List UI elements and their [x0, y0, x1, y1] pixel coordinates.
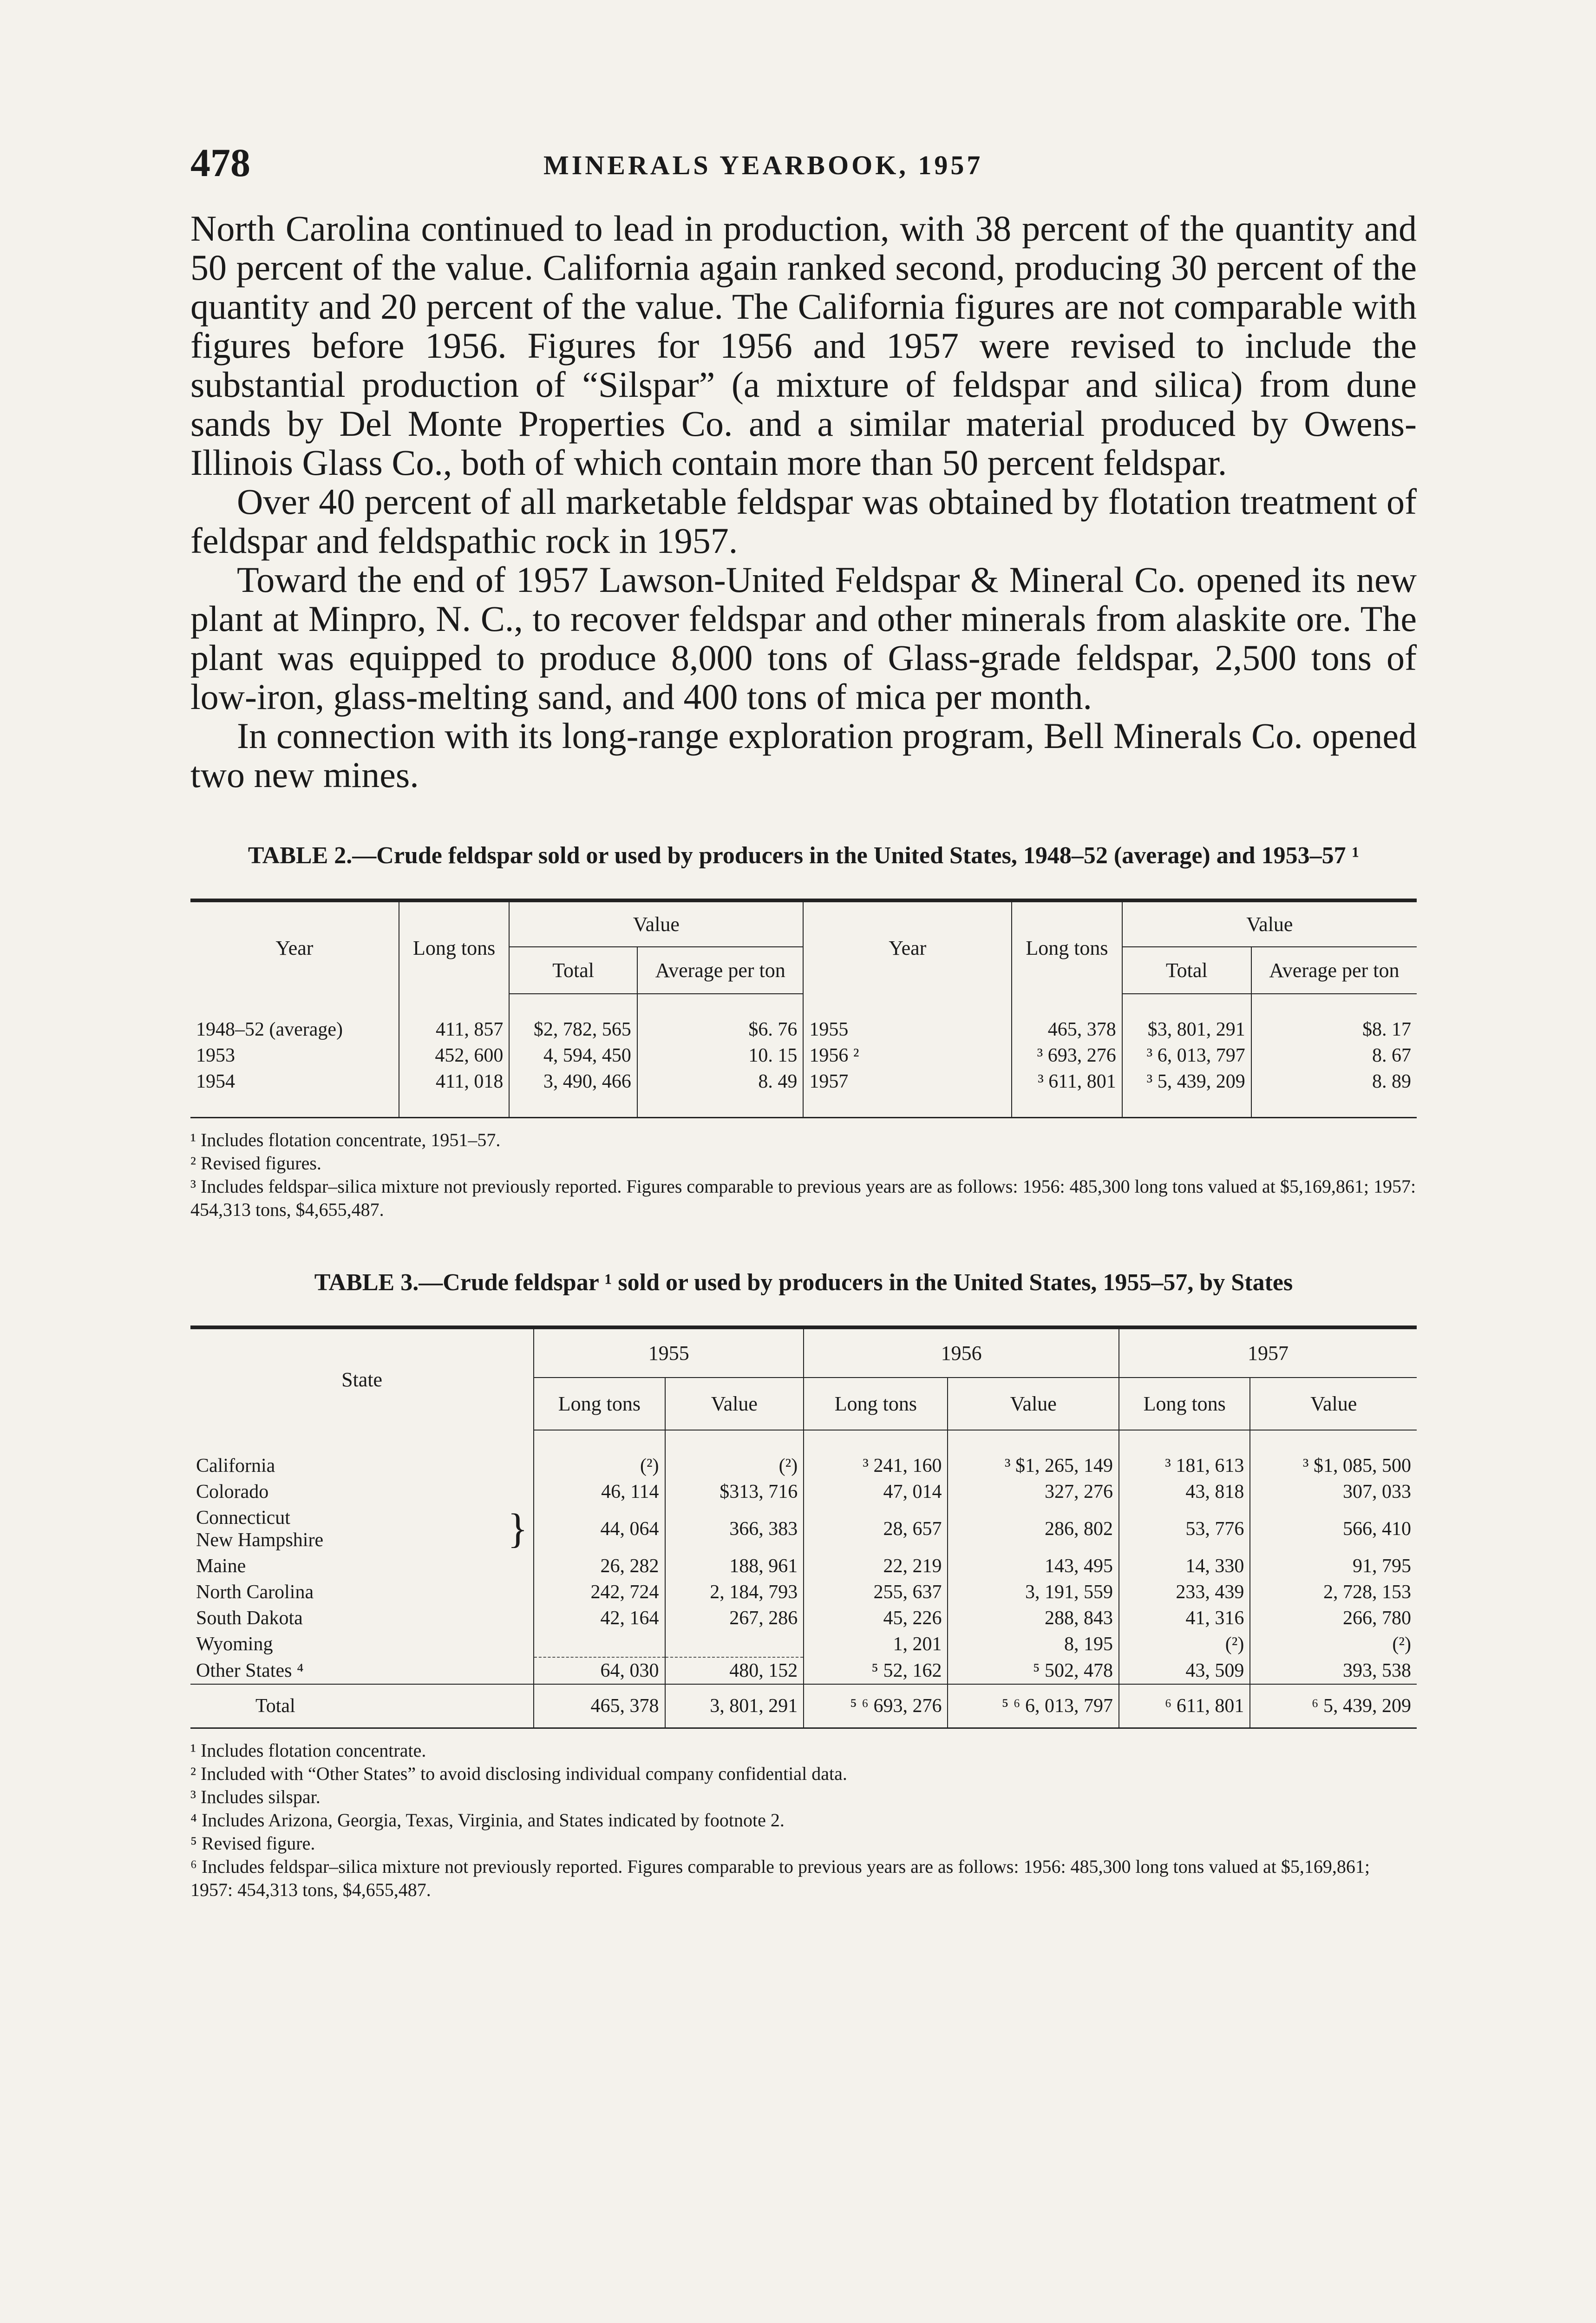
table-row [190, 1453, 1417, 1479]
col-value: Value [1122, 900, 1417, 947]
col-1955: 1955 [534, 1327, 804, 1378]
cell-tons-1955 [534, 1631, 665, 1657]
cell-value-1955: 480, 152 [665, 1657, 804, 1684]
cell-year: 1953 [190, 1043, 399, 1069]
cell-value-1956: 327, 276 [948, 1479, 1119, 1505]
cell-tons-1956: ⁵ 52, 162 [804, 1657, 948, 1684]
cell-value-1956: 143, 495 [948, 1553, 1119, 1579]
cell-avg: 8. 67 [1372, 1045, 1411, 1066]
cell-state: California [190, 1453, 534, 1479]
table-row [190, 1479, 1417, 1505]
table3-title [190, 1268, 1417, 1298]
cell-year: 1955 [803, 1017, 1012, 1043]
col-year: Year [803, 900, 1012, 994]
cell-avg: 8. 89 [1372, 1071, 1411, 1092]
cell-avg: 10. 15 [637, 1043, 803, 1069]
footnote: ⁶ Includes feldspar–silica mixture not previously reported. Figures comparable to previous years are as follows: 1956: 485,300 long tons valued at $5,169,861; 1957: 454,313 tons, $4,655,487. [190, 1856, 1370, 1900]
cell-tons: 411, 018 [399, 1069, 510, 1095]
footnote: ⁵ Revised figure. [190, 1833, 315, 1854]
cell-tons: ³ 693, 276 [1012, 1043, 1122, 1069]
cell-value-1957: 266, 780 [1343, 1608, 1411, 1629]
table-row [190, 1605, 1417, 1631]
cell-state: North Carolina [190, 1579, 534, 1605]
cell-value-1957: ³ $1, 085, 500 [1302, 1455, 1411, 1476]
table-row [190, 1553, 1417, 1579]
col-long-tons: Long tons [1119, 1378, 1250, 1430]
running-head: MINERALS YEARBOOK, 1957 [543, 150, 983, 180]
cell-state [190, 1505, 534, 1553]
cell-tons-1957: 41, 316 [1119, 1605, 1250, 1631]
cell-tons-1956: 28, 657 [804, 1505, 948, 1553]
col-average: Average per ton [637, 947, 803, 994]
col-value: Value [665, 1378, 804, 1430]
cell-tons-1955: 42, 164 [534, 1605, 665, 1631]
cell-tons-1955: 465, 378 [534, 1684, 665, 1728]
cell-value-1957: 566, 410 [1343, 1518, 1411, 1540]
cell-tons: 452, 600 [399, 1043, 510, 1069]
col-total: Total [1122, 947, 1251, 994]
cell-value-1957: 91, 795 [1353, 1555, 1411, 1577]
cell-tons-1957: 233, 439 [1119, 1579, 1250, 1605]
cell-value-1956: 3, 191, 559 [948, 1579, 1119, 1605]
paragraph: Over 40 percent of all marketable feldspar was obtained by flotation treatment of feldspar and feldspathic rock in 1957. [190, 481, 1417, 561]
footnote: ³ Includes silspar. [190, 1786, 321, 1807]
spacer-row [190, 1095, 1417, 1118]
total-row [190, 1684, 1417, 1728]
cell-tons: 411, 857 [399, 1017, 510, 1043]
footnote: ¹ Includes flotation concentrate, 1951–57. [190, 1129, 501, 1150]
paragraph: In connection with its long-range exploration program, Bell Minerals Co. opened two new mines. [190, 715, 1417, 795]
cell-tons-1955: 26, 282 [534, 1553, 665, 1579]
col-total: Total [509, 947, 637, 994]
cell-tons-1955: 64, 030 [534, 1657, 665, 1684]
cell-value-1955: $313, 716 [665, 1479, 804, 1505]
state-new-hampshire: New Hampshire [196, 1529, 324, 1551]
col-average: Average per ton [1251, 947, 1417, 994]
cell-tons-1957: 14, 330 [1119, 1553, 1250, 1579]
table3 [190, 1326, 1417, 1729]
cell-value-1955: 188, 961 [665, 1553, 804, 1579]
col-1957: 1957 [1119, 1327, 1417, 1378]
cell-value-1955 [665, 1631, 804, 1657]
footnote: ¹ Includes flotation concentrate. [190, 1740, 426, 1761]
cell-value-1955: (²) [665, 1453, 804, 1479]
cell-tons-1957: ³ 181, 613 [1119, 1453, 1250, 1479]
cell-tons-1957: 43, 818 [1119, 1479, 1250, 1505]
table2-title-rest: —Crude feldspar sold or used by producers in the United States, 1948–52 (average) and 1953–57 ¹ [352, 842, 1360, 869]
state-connecticut: Connecticut [196, 1507, 290, 1529]
col-year: Year [190, 900, 399, 994]
cell-value-1957: 307, 033 [1343, 1481, 1411, 1503]
cell-year: 1956 ² [803, 1043, 1012, 1069]
table3-footnotes [190, 1739, 1417, 1902]
col-long-tons: Long tons [1012, 900, 1122, 994]
table2-footnotes [190, 1129, 1417, 1221]
cell-avg: $8. 17 [1362, 1019, 1411, 1040]
cell-state: South Dakota [190, 1605, 534, 1631]
cell-year: 1948–52 (average) [190, 1017, 399, 1043]
cell-tons-1957: (²) [1119, 1631, 1250, 1657]
cell-state: Maine [190, 1553, 534, 1579]
table-row [190, 1579, 1417, 1605]
col-value: Value [1250, 1378, 1417, 1430]
cell-total: $2, 782, 565 [509, 1017, 637, 1043]
cell-value-1955: 2, 184, 793 [665, 1579, 804, 1605]
spacer-row [190, 1430, 1417, 1453]
footnote: ⁴ Includes Arizona, Georgia, Texas, Virginia, and States indicated by footnote 2. [190, 1810, 785, 1831]
cell-year: 1954 [190, 1069, 399, 1095]
table-row [190, 1043, 1417, 1069]
cell-value-1956: 8, 195 [948, 1631, 1119, 1657]
cell-state: Other States ⁴ [190, 1657, 534, 1684]
spacer-row [190, 994, 1417, 1017]
cell-tons-1955: (²) [534, 1453, 665, 1479]
cell-value-1955: 267, 286 [665, 1605, 804, 1631]
cell-value-1956: ⁵ 502, 478 [948, 1657, 1119, 1684]
cell-tons-1956: ³ 241, 160 [804, 1453, 948, 1479]
table2 [190, 899, 1417, 1118]
cell-state: Colorado [190, 1479, 534, 1505]
footnote: ³ Includes feldspar–silica mixture not previously reported. Figures comparable to previous years are as follows: 1956: 485,300 long tons valued at $5,169,861; 1957: 454,313 tons, $4,655,487. [190, 1176, 1416, 1220]
cell-tons-1955: 44, 064 [534, 1505, 665, 1553]
cell-total: 3, 490, 466 [509, 1069, 637, 1095]
cell-tons-1956: 45, 226 [804, 1605, 948, 1631]
cell-total: $3, 801, 291 [1122, 1017, 1251, 1043]
cell-tons-1956: 22, 219 [804, 1553, 948, 1579]
cell-tons-1955: 46, 114 [534, 1479, 665, 1505]
table-row [190, 1069, 1417, 1095]
table-row [190, 1017, 1417, 1043]
table3-title-rest: —Crude feldspar ¹ sold or used by producers in the United States, 1955–57, by States [419, 1269, 1293, 1296]
page-header [190, 139, 1417, 190]
col-value: Value [948, 1378, 1119, 1430]
cell-value-1957: ⁶ 5, 439, 209 [1250, 1684, 1417, 1728]
table2-title [190, 841, 1417, 871]
paragraph: North Carolina continued to lead in production, with 38 percent of the quantity and 50 percent of the value. California again ranked second, producing 30 percent of the quantity and 20 percent of the value. The California figures are not comparable with figures before 1956. Figures for 1956 and 1957 were revised to include the substantial production of “Silspar” (a mixture of feldspar and silica) from dune sands by Del Monte Properties Co. and a similar material produced by Owens-Illinois Glass Co., both of which contain more than 50 percent feldspar. [190, 208, 1417, 483]
cell-avg: $6. 76 [637, 1017, 803, 1043]
body-text [190, 209, 1417, 794]
col-1956: 1956 [804, 1327, 1119, 1378]
page-number: 478 [190, 140, 250, 185]
cell-total: ³ 6, 013, 797 [1122, 1043, 1251, 1069]
footnote: ² Included with “Other States” to avoid disclosing individual company confidential data. [190, 1763, 847, 1784]
cell-year: 1957 [803, 1069, 1012, 1095]
cell-tons: 465, 378 [1012, 1017, 1122, 1043]
page [190, 139, 1417, 1902]
table-row [190, 1631, 1417, 1657]
cell-tons: ³ 611, 801 [1012, 1069, 1122, 1095]
cell-tons-1957: 53, 776 [1119, 1505, 1250, 1553]
cell-value-1956: ³ $1, 265, 149 [948, 1453, 1119, 1479]
cell-value-1956: 288, 843 [948, 1605, 1119, 1631]
paragraph: Toward the end of 1957 Lawson-United Feldspar & Mineral Co. opened its new plant at Minpro, N. C., to recover feldspar and other minerals from alaskite ore. The plant was equipped to produce 8,000 tons of Glass-grade feldspar, 2,500 tons of low-iron, glass-melting sand, and 400 tons of mica per month. [190, 559, 1417, 717]
table3-header-row [190, 1327, 1417, 1378]
col-state: State [190, 1327, 534, 1430]
table3-title-lead: TABLE 3. [314, 1269, 419, 1296]
cell-value-1957: 393, 538 [1343, 1660, 1411, 1681]
cell-value-1956: 286, 802 [948, 1505, 1119, 1553]
col-long-tons: Long tons [399, 900, 510, 994]
cell-total: 4, 594, 450 [509, 1043, 637, 1069]
cell-value-1955: 3, 801, 291 [665, 1684, 804, 1728]
cell-state: Wyoming [190, 1631, 534, 1657]
cell-tons-1956: ⁵ ⁶ 693, 276 [804, 1684, 948, 1728]
col-long-tons: Long tons [804, 1378, 948, 1430]
table-row [190, 1505, 1417, 1553]
cell-tons-1956: 47, 014 [804, 1479, 948, 1505]
cell-tons-1956: 255, 637 [804, 1579, 948, 1605]
table2-title-lead: TABLE 2. [248, 842, 353, 869]
table-row [190, 1657, 1417, 1684]
cell-avg: 8. 49 [637, 1069, 803, 1095]
cell-value-1957: 2, 728, 153 [1323, 1581, 1411, 1603]
table2-header-row [190, 900, 1417, 947]
cell-tons-1957: ⁶ 611, 801 [1119, 1684, 1250, 1728]
cell-tons-1957: 43, 509 [1119, 1657, 1250, 1684]
cell-value-1955: 366, 383 [665, 1505, 804, 1553]
cell-total: ³ 5, 439, 209 [1122, 1069, 1251, 1095]
cell-tons-1956: 1, 201 [804, 1631, 948, 1657]
col-value: Value [509, 900, 803, 947]
cell-value-1956: ⁵ ⁶ 6, 013, 797 [948, 1684, 1119, 1728]
footnote: ² Revised figures. [190, 1153, 321, 1174]
cell-total-label: Total [190, 1684, 534, 1728]
col-long-tons: Long tons [534, 1378, 665, 1430]
cell-value-1957: (²) [1392, 1634, 1411, 1655]
brace-glyph: } [507, 1506, 528, 1552]
cell-tons-1955: 242, 724 [534, 1579, 665, 1605]
